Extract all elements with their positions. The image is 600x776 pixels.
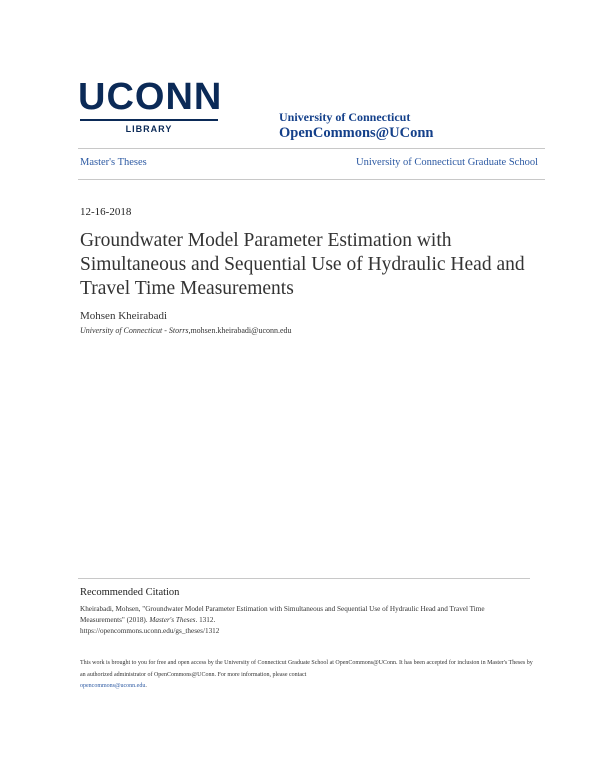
publication-date: 12-16-2018 [80, 206, 132, 218]
citation-divider [78, 578, 530, 579]
author-affiliation: University of Connecticut - Storrs,mohsen.kheirabadi@uconn.edu [80, 326, 292, 335]
graduate-school-link[interactable]: University of Connecticut Graduate School [356, 157, 538, 168]
affiliation-name: University of Connecticut - Storrs [80, 326, 189, 335]
uconn-logo-subtitle: LIBRARY [125, 124, 173, 134]
citation-block [80, 604, 530, 637]
notice-end: . [145, 683, 147, 689]
header-divider-top [78, 148, 545, 149]
citation-series: Master's Theses [149, 616, 196, 624]
citation-number: . 1312. [195, 616, 216, 624]
author-name: Mohsen Kheirabadi [80, 310, 168, 322]
header-divider-bottom [78, 179, 545, 180]
contact-email-link[interactable]: opencommons@uconn.edu [80, 683, 146, 689]
masters-theses-link[interactable]: Master's Theses [80, 157, 147, 168]
uconn-logo-wordmark: UCONN [78, 76, 223, 118]
logo-divider [80, 119, 218, 121]
document-title: Groundwater Model Parameter Estimation with Simultaneous and Sequential Use of Hydraulic Head and Travel Time Measurements [80, 230, 525, 299]
institution-link[interactable]: University of Connecticut [279, 110, 411, 124]
citation-text: Kheirabadi, Mohsen, "Groundwater Model Parameter Estimation with Simultaneous and Sequential Use of Hydraulic Head and Travel Time Measurements" (2018). [80, 605, 485, 624]
repository-link[interactable]: OpenCommons@UConn [279, 125, 434, 141]
citation-heading: Recommended Citation [80, 587, 180, 598]
author-email: mohsen.kheirabadi@uconn.edu [190, 326, 292, 335]
notice-text: This work is brought to you for free and open access by the University of Connecticut Graduate School at OpenCommons@UConn. It has been accepted for inclusion in Master's Theses by an authorized administrator of OpenCommons@UConn. For more information, please contact [80, 660, 533, 678]
access-notice [80, 658, 535, 693]
citation-url[interactable]: https://opencommons.uconn.edu/gs_theses/1312 [80, 627, 220, 635]
